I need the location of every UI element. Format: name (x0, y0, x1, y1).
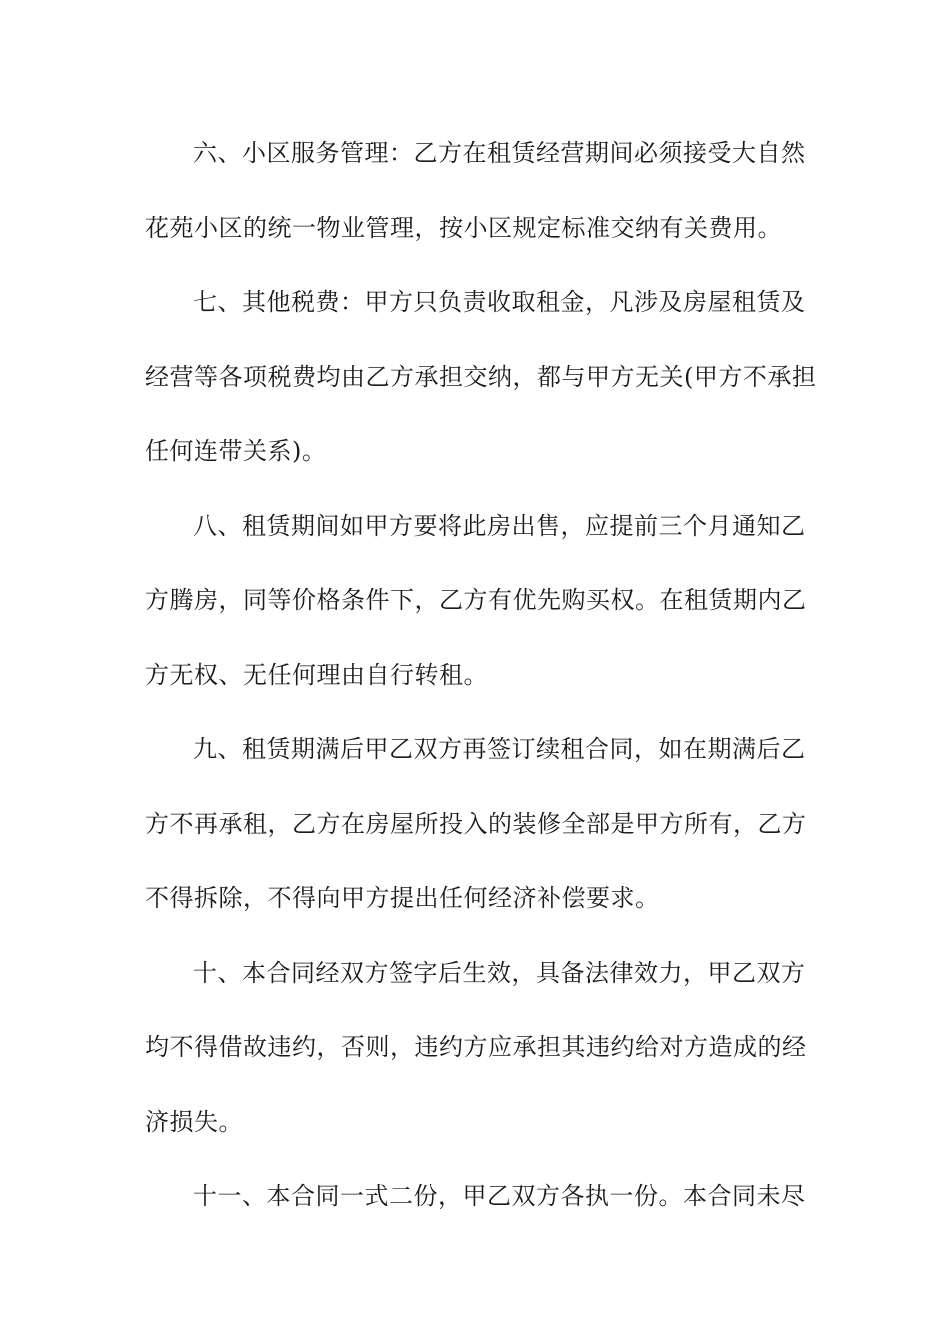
text-line: 六、小区服务管理：乙方在租赁经营期间必须接受大自然 (193, 139, 806, 167)
text-line: 方不再承租，乙方在房屋所投入的装修全部是甲方所有，乙方 (145, 809, 807, 838)
text-line: 济损失。 (145, 1107, 243, 1136)
text-line: 七、其他税费：甲方只负责收取租金，凡涉及房屋租赁及 (193, 288, 806, 316)
text-line: 经营等各项税费均由乙方承担交纳，都与甲方无关(甲方不承担 (145, 362, 817, 391)
text-line: 不得拆除，不得向甲方提出任何经济补偿要求。 (145, 884, 660, 912)
text-line: 八、租赁期间如甲方要将此房出售，应提前三个月通知乙 (193, 511, 806, 540)
text-line: 十、本合同经双方签字后生效，具备法律效力，甲乙双方 (193, 958, 806, 987)
text-line: 花苑小区的统一物业管理，按小区规定标准交纳有关费用。 (145, 213, 782, 242)
text-line: 九、租赁期满后甲乙双方再签订续租合同，如在期满后乙 (193, 735, 806, 763)
text-line: 均不得借故违约，否则，违约方应承担其违约给对方造成的经 (145, 1033, 807, 1061)
document-body (145, 128, 817, 1246)
text-line: 方无权、无任何理由自行转租。 (145, 660, 488, 689)
text-line: 十一、本合同一式二份，甲乙双方各执一份。本合同未尽 (193, 1182, 806, 1210)
text-line: 任何连带关系)。 (145, 437, 327, 465)
text-line: 方腾房，同等价格条件下，乙方有优先购买权。在租赁期内乙 (145, 586, 807, 614)
